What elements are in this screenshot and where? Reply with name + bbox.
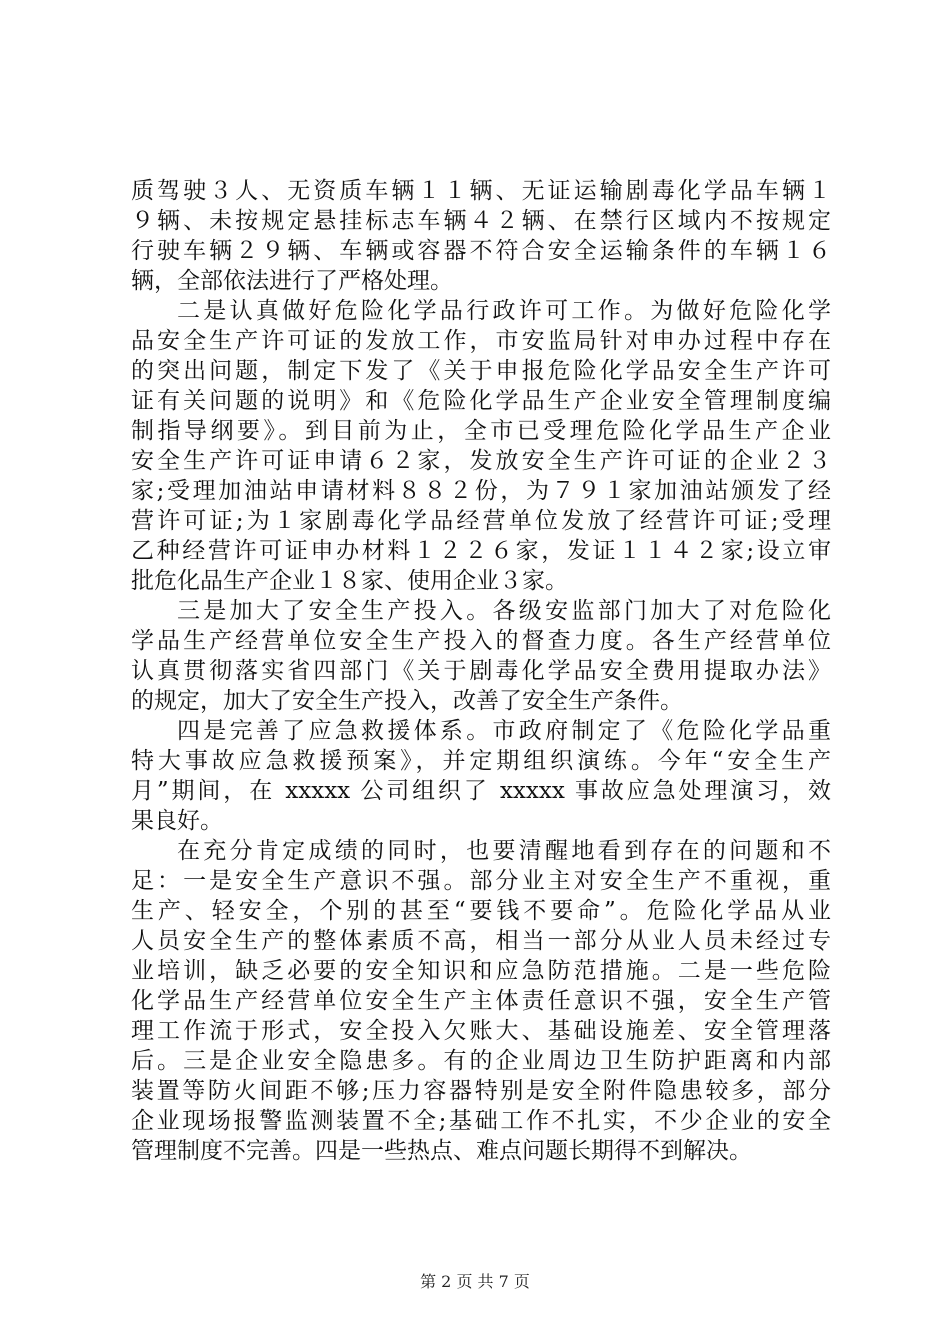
text-line: 的突出问题，制定下发了《关于申报危险化学品安全生产许可: [131, 358, 831, 384]
text-line: 果良好。: [131, 808, 223, 834]
page-number-footer: 第 2 页 共 7 页: [420, 1272, 530, 1291]
paragraph: [131, 596, 831, 716]
text-line: 营许可证;为１家剧毒化学品经营单位发放了经营许可证;受理: [131, 508, 831, 534]
text-line: 管理制度不完善。四是一些热点、难点问题长期得不到解决。: [131, 1138, 752, 1164]
text-line: 行驶车辆２９辆、车辆或容器不符合安全运输条件的车辆１６: [131, 238, 831, 264]
text-line: 特大事故应急救援预案》，并定期组织演练。今年“安全生产: [131, 748, 831, 774]
text-line: 质驾驶３人、无资质车辆１１辆、无证运输剧毒化学品车辆１: [131, 178, 831, 204]
text-line: 业培训，缺乏必要的安全知识和应急防范措施。二是一些危险: [131, 958, 831, 984]
text-line: 足：一是安全生产意识不强。部分业主对安全生产不重视，重: [131, 868, 831, 894]
text-line: 三是加大了安全生产投入。各级安监部门加大了对危险化: [177, 598, 831, 624]
text-line: 认真贯彻落实省四部门《关于剧毒化学品安全费用提取办法》: [131, 658, 831, 684]
text-line: 二是认真做好危险化学品行政许可工作。为做好危险化学: [177, 298, 831, 324]
text-line: 后。三是企业安全隐患多。有的企业周边卫生防护距离和内部: [131, 1048, 831, 1074]
text-line: 装置等防火间距不够;压力容器特别是安全附件隐患较多，部分: [131, 1078, 831, 1104]
text-line: 月”期间，在 xxxxx 公司组织了 xxxxx 事故应急处理演习，效: [131, 778, 831, 804]
text-line: 品安全生产许可证的发放工作，市安监局针对申办过程中存在: [131, 328, 831, 354]
text-line: 辆，全部依法进行了严格处理。: [131, 268, 453, 294]
text-line: 乙种经营许可证申办材料１２２６家，发证１１４２家;设立审: [131, 538, 831, 564]
text-line: ９辆、未按规定悬挂标志车辆４２辆、在禁行区域内不按规定: [131, 208, 831, 234]
text-line: 四是完善了应急救援体系。市政府制定了《危险化学品重: [177, 718, 831, 744]
paragraph: [131, 176, 831, 296]
text-line: 企业现场报警监测装置不全;基础工作不扎实，不少企业的安全: [131, 1108, 831, 1134]
text-line: 批危化品生产企业１８家、使用企业３家。: [131, 568, 568, 594]
text-line: 化学品生产经营单位安全生产主体责任意识不强，安全生产管: [131, 988, 831, 1014]
paragraph: [131, 716, 831, 836]
text-line: 的规定，加大了安全生产投入，改善了安全生产条件。: [131, 688, 683, 714]
text-line: 学品生产经营单位安全生产投入的督查力度。各生产经营单位: [131, 628, 831, 654]
text-line: 人员安全生产的整体素质不高，相当一部分从业人员未经过专: [131, 928, 831, 954]
document-body: [131, 176, 831, 1166]
text-line: 理工作流于形式，安全投入欠账大、基础设施差、安全管理落: [131, 1018, 831, 1044]
text-line: 在充分肯定成绩的同时，也要清醒地看到存在的问题和不: [177, 838, 831, 864]
text-line: 安全生产许可证申请６２家，发放安全生产许可证的企业２３: [131, 448, 831, 474]
paragraph: [131, 836, 831, 1166]
text-line: 家;受理加油站申请材料８８２份，为７９１家加油站颁发了经: [131, 478, 831, 504]
text-line: 制指导纲要》。到目前为止，全市已受理危险化学品生产企业: [131, 418, 831, 444]
text-line: 证有关问题的说明》和《危险化学品生产企业安全管理制度编: [131, 388, 831, 414]
text-line: 生产、轻安全，个别的甚至“要钱不要命”。危险化学品从业: [131, 898, 831, 924]
paragraph: [131, 296, 831, 596]
